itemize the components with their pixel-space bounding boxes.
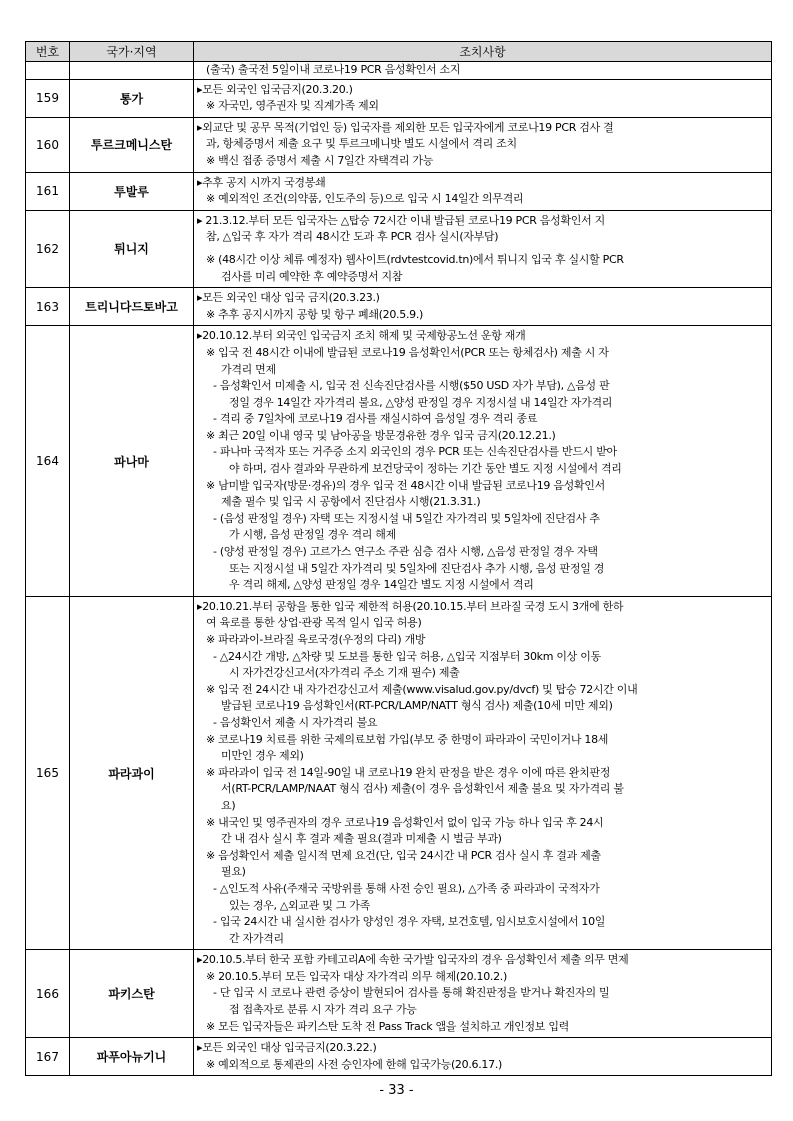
measure-line: ▸모든 외국인 입국금지(20.3.20.) bbox=[197, 82, 353, 96]
country-name bbox=[70, 62, 194, 80]
measure-line: 가 시행, 음성 판정일 경우 격리 해제 bbox=[229, 528, 396, 542]
table-row bbox=[26, 326, 772, 597]
measure-line: - 단 입국 시 코로나 관련 증상이 발현되어 검사를 통해 확진판정을 받거나 확진자의 밀 bbox=[213, 986, 610, 1000]
measure-line: 정일 경우 14일간 자가격리 불요, △양성 판정일 경우 지정시설 내 14일간 자가격리 bbox=[229, 395, 613, 409]
measure-line: 참, △입국 후 자가 격리 48시간 도과 후 PCR 검사 실시(자부담) bbox=[206, 230, 499, 244]
measure-line: ▸모든 외국인 대상 입국 금지(20.3.23.) bbox=[197, 291, 380, 305]
measure-line: ▸20.10.21.부터 공항을 통한 입국 제한적 허용(20.10.15.부터 브라질 국경 도시 3개에 한하 bbox=[197, 599, 624, 613]
measure-line: ▸외교단 및 공무 목적(기업인 등) 입국자를 제외한 모든 입국자에게 코로나19 PCR 검사 결 bbox=[197, 120, 614, 134]
measure-cell bbox=[194, 596, 772, 949]
header-no: 번호 bbox=[26, 42, 70, 62]
row-number: 164 bbox=[26, 326, 70, 597]
measure-line: - △인도적 사유(주재국 국방위를 통해 사전 승인 필요), △가족 중 파라과이 국적자가 bbox=[213, 881, 600, 895]
country-name: 파라과이 bbox=[70, 596, 194, 949]
measure-line: ※ 음성확인서 제출 일시적 면제 요건(단, 입국 24시간 내 PCR 검사 실시 후 결과 제출 bbox=[206, 848, 601, 862]
measure-line: - (양성 판정일 경우) 고르가스 연구소 주관 심층 검사 시행, △음성 판정일 경우 자택 bbox=[213, 545, 598, 559]
measure-line: ※ 입국 전 48시간 이내에 발급된 코로나19 음성확인서(PCR 또는 항체검사) 제출 시 자 bbox=[206, 345, 609, 359]
row-number: 162 bbox=[26, 210, 70, 287]
measure-cell bbox=[194, 326, 772, 597]
country-name: 파키스탄 bbox=[70, 950, 194, 1038]
measure-line: - (음성 판정일 경우) 자택 또는 지정시설 내 5일간 자가격리 및 5일차에 진단검사 추 bbox=[213, 511, 600, 525]
table-row bbox=[26, 950, 772, 1038]
measure-line: - 입국 24시간 내 실시한 검사가 양성인 경우 자택, 보건호텔, 임시보호시설에서 10일 bbox=[213, 915, 606, 929]
measure-line: 있는 경우, △외교관 및 그 가족 bbox=[229, 898, 370, 912]
row-number bbox=[26, 62, 70, 80]
row-number: 166 bbox=[26, 950, 70, 1038]
continuation-row bbox=[26, 62, 772, 80]
country-name: 투발루 bbox=[70, 172, 194, 210]
measure-line: 요) bbox=[221, 798, 236, 812]
measure-line: - 격리 중 7일차에 코로나19 검사를 재실시하여 음성일 경우 격리 종료 bbox=[213, 412, 538, 426]
country-name: 통가 bbox=[70, 79, 194, 117]
table-row bbox=[26, 79, 772, 117]
measure-cell bbox=[194, 1038, 772, 1076]
measure-line: ▸추후 공지 시까지 국경봉쇄 bbox=[197, 175, 326, 189]
measure-line: ※ (48시간 이상 체류 예정자) 웹사이트(rdvtestcovid.tn)에서 튀니지 입국 후 실시할 PCR bbox=[206, 252, 624, 266]
measure-cell bbox=[194, 950, 772, 1038]
measure-line: ※ 내국인 및 영주권자의 경우 코로나19 음성확인서 없이 입국 가능 하나 입국 후 24시 bbox=[206, 815, 604, 829]
measure-line: ※ 예외적으로 통제관의 사전 승인자에 한해 입국가능(20.6.17.) bbox=[206, 1057, 503, 1071]
measure-line: ※ 추후 공지시까지 공항 및 항구 폐쇄(20.5.9.) bbox=[206, 307, 424, 321]
table-row bbox=[26, 210, 772, 287]
table-row bbox=[26, 117, 772, 172]
table-row bbox=[26, 288, 772, 326]
measure-cell bbox=[194, 172, 772, 210]
measure-line: ※ 코로나19 치료를 위한 국제의료보험 가입(부모 중 한명이 파라과이 국민이거나 18세 bbox=[206, 732, 609, 746]
measure-line: 서(RT-PCR/LAMP/NAAT 형식 검사) 제출(이 경우 음성확인서 제출 불요 및 자가격리 불 bbox=[221, 782, 624, 796]
measure-line: 제출 필수 및 입국 시 공항에서 진단검사 시행(21.3.31.) bbox=[221, 495, 481, 509]
measure-line: ※ 백신 접종 증명서 제출 시 7일간 자택격리 가능 bbox=[206, 153, 434, 167]
measure-line: ※ 20.10.5.부터 모든 입국자 대상 자가격리 의무 해제(20.10.2.) bbox=[206, 969, 507, 983]
measure-line: ▸모든 외국인 대상 입국금지(20.3.22.) bbox=[197, 1041, 377, 1055]
country-name: 파나마 bbox=[70, 326, 194, 597]
measure-line: 접 접촉자로 분류 시 자가 격리 요구 가능 bbox=[229, 1003, 417, 1017]
measure-line: ※ 최근 20일 이내 영국 및 남아공을 방문경유한 경우 입국 금지(20.12.21.) bbox=[206, 428, 556, 442]
measure-line: ▸ 21.3.12.부터 모든 입국자는 △탑승 72시간 이내 발급된 코로나19 PCR 음성확인서 지 bbox=[197, 213, 605, 227]
measure-line: ※ 남미발 입국자(방문·경유)의 경우 입국 전 48시간 이내 발급된 코로나19 음성확인서 bbox=[206, 478, 605, 492]
measure-line: 우 격리 해제, △양성 판정일 경우 14일간 별도 지정 시설에서 격리 bbox=[229, 578, 534, 592]
measure-line: 미만인 경우 제외) bbox=[221, 749, 304, 763]
measure-line: ※ 입국 전 24시간 내 자가건강신고서 제출(www.visalud.gov.py/dvcf) 및 탑승 72시간 이내 bbox=[206, 682, 638, 696]
measure-line: (출국) 출국전 5일이내 코로나19 PCR 음성확인서 소지 bbox=[206, 63, 461, 76]
page-number: - 33 - bbox=[379, 1083, 414, 1098]
header-measures: 조치사항 bbox=[194, 42, 772, 62]
row-number: 160 bbox=[26, 117, 70, 172]
measure-cell bbox=[194, 288, 772, 326]
table-row bbox=[26, 1038, 772, 1076]
country-name: 튀니지 bbox=[70, 210, 194, 287]
row-number: 163 bbox=[26, 288, 70, 326]
measure-line: 간 자가격리 bbox=[229, 931, 284, 945]
row-number: 159 bbox=[26, 79, 70, 117]
measure-line: ※ 모든 입국자들은 파키스탄 도착 전 Pass Track 앱을 설치하고 개인정보 입력 bbox=[206, 1019, 569, 1033]
measure-line: ▸20.10.5.부터 한국 포함 카테고리A에 속한 국가발 입국자의 경우 음성확인서 제출 의무 면제 bbox=[197, 953, 629, 967]
measure-line: 발급된 코로나19 음성확인서(RT-PCR/LAMP/NATT 형식 검사) 제출(10세 미만 제외) bbox=[221, 699, 613, 713]
measure-cell bbox=[194, 210, 772, 287]
measure-line: - 음성확인서 미제출 시, 입국 전 신속진단검사를 시행($50 USD 자가 부담), △음성 판 bbox=[213, 379, 610, 393]
measure-line: 야 하며, 검사 결과와 무관하게 보건당국이 정하는 기간 동안 별도 지정 시설에서 격리 bbox=[229, 462, 622, 476]
measure-line: - △24시간 개방, △차량 및 도보를 통한 입국 허용, △입국 지점부터 30km 이상 이동 bbox=[213, 649, 601, 663]
measure-line: ※ 파라과이-브라질 육로국경(우정의 다리) 개방 bbox=[206, 633, 426, 646]
measure-line: 간 내 검사 실시 후 결과 제출 필요(결과 미제출 시 벌금 부과) bbox=[221, 832, 502, 846]
row-number: 167 bbox=[26, 1038, 70, 1076]
measure-line: 과, 항체증명서 제출 요구 및 투르크메니밧 별도 시설에서 격리 조치 bbox=[206, 137, 517, 151]
measure-line: ※ 파라과이 입국 전 14일-90일 내 코로나19 완치 판정을 받은 경우 이에 따른 완치판정 bbox=[206, 765, 611, 779]
measure-line: 또는 지정시설 내 5일간 자가격리 및 5일차에 진단검사 추가 시행, 음성 판정일 경 bbox=[229, 561, 605, 575]
measure-line: 여 육로를 통한 상업·관광 목적 일시 입국 허용) bbox=[206, 616, 422, 630]
header-country: 국가·지역 bbox=[70, 42, 194, 62]
measure-cell bbox=[194, 62, 772, 80]
country-name: 파푸아뉴기니 bbox=[70, 1038, 194, 1076]
table-row bbox=[26, 596, 772, 949]
measure-line: ▸20.10.12.부터 외국인 입국금지 조치 해제 및 국제항공노선 운항 재개 bbox=[197, 329, 526, 343]
measure-cell bbox=[194, 117, 772, 172]
measure-line: - 음성확인서 제출 시 자가격리 불요 bbox=[213, 715, 378, 729]
measure-line: 필요) bbox=[221, 865, 246, 879]
table-row bbox=[26, 172, 772, 210]
measure-line: 가격리 면제 bbox=[221, 362, 276, 376]
country-name: 트리니다드토바고 bbox=[70, 288, 194, 326]
table-header-row bbox=[26, 42, 772, 62]
measure-line: ※ 자국민, 영주권자 및 직계가족 제외 bbox=[206, 99, 379, 113]
measure-cell bbox=[194, 79, 772, 117]
measure-line: - 파나마 국적자 또는 거주증 소지 외국인의 경우 PCR 또는 신속진단검사를 반드시 받아 bbox=[213, 445, 617, 459]
entry-measures-table bbox=[25, 41, 772, 1076]
row-number: 161 bbox=[26, 172, 70, 210]
row-number: 165 bbox=[26, 596, 70, 949]
measure-line: ※ 예외적인 조건(의약품, 인도주의 등)으로 입국 시 14일간 의무격리 bbox=[206, 192, 524, 206]
country-name: 투르크메니스탄 bbox=[70, 117, 194, 172]
measure-line: 시 자가건강신고서(자가격리 주소 기재 필수) 제출 bbox=[229, 666, 460, 680]
measure-line: 검사를 미리 예약한 후 예약증명서 지참 bbox=[221, 269, 403, 283]
